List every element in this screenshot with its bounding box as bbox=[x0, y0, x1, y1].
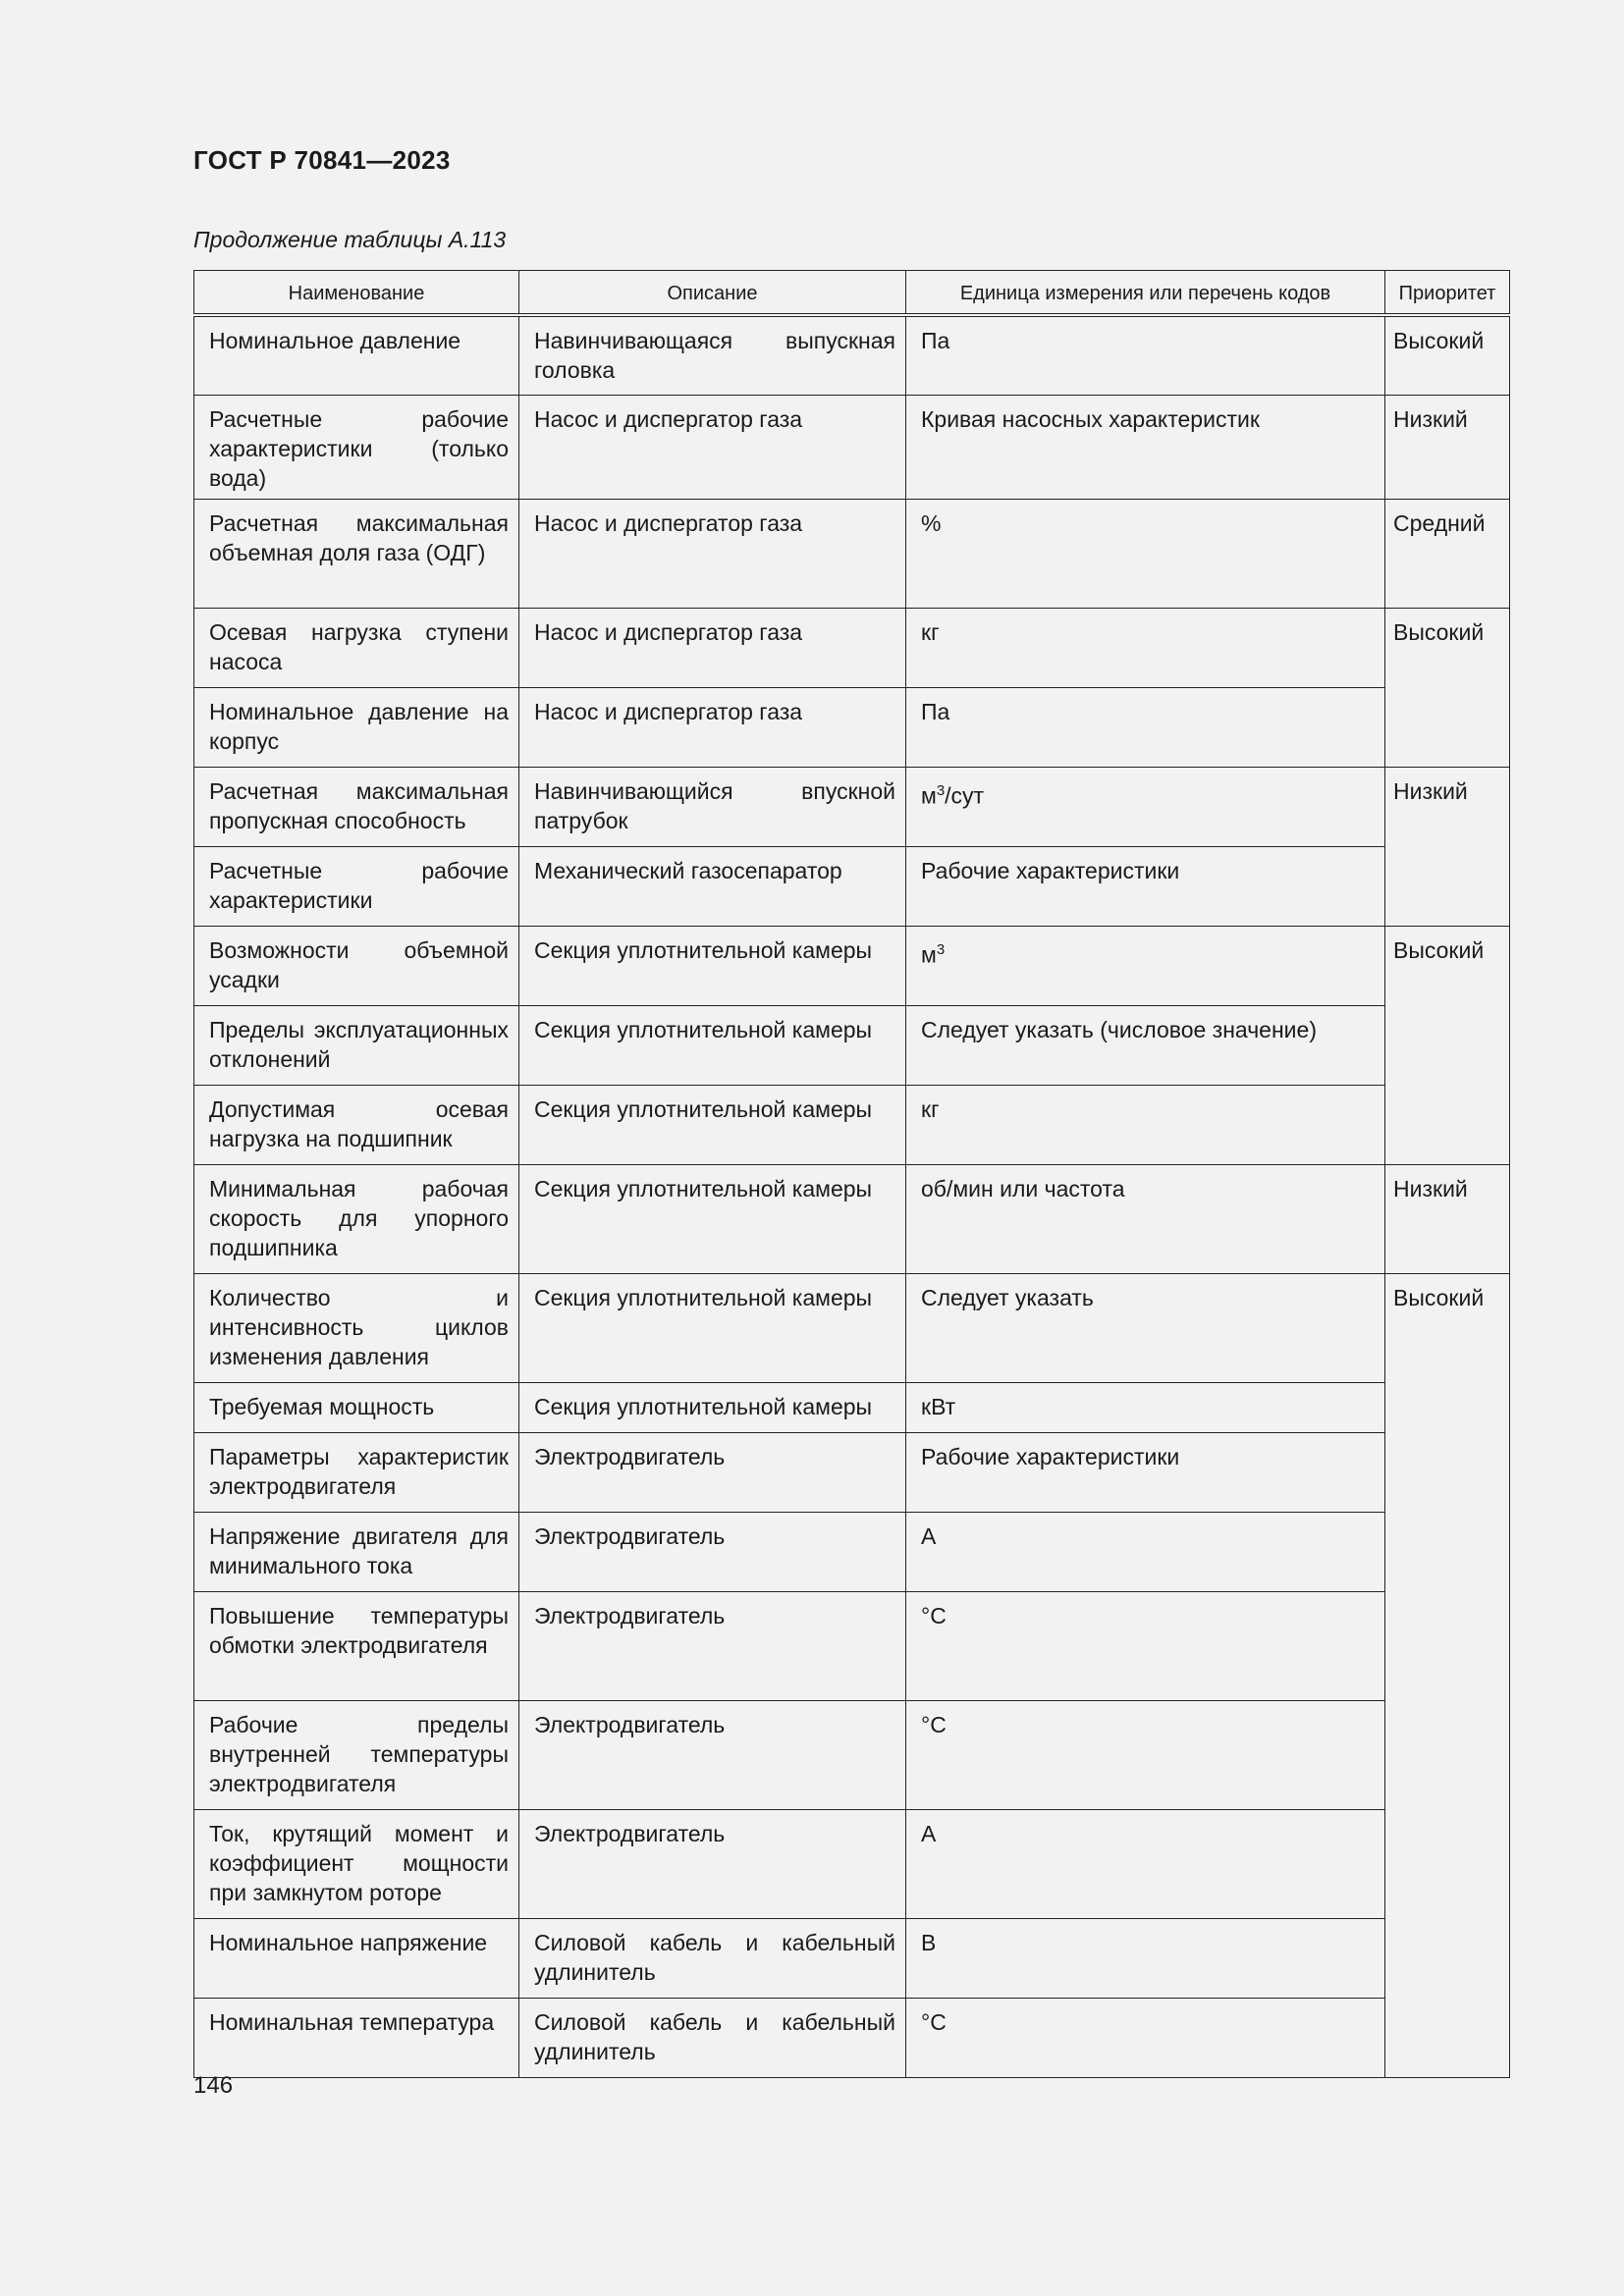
cell-unit: об/мин или частота bbox=[906, 1164, 1385, 1273]
cell-unit: кВт bbox=[906, 1382, 1385, 1432]
table-row bbox=[194, 395, 1510, 499]
table-row bbox=[194, 1998, 1510, 2077]
document-code: ГОСТ Р 70841—2023 bbox=[193, 145, 451, 175]
header-description: Описание bbox=[519, 271, 906, 316]
cell-unit: В bbox=[906, 1918, 1385, 1998]
cell-description: Насос и диспергатор газа bbox=[519, 499, 906, 608]
cell-description: Электродвигатель bbox=[519, 1591, 906, 1700]
cell-description: Секция уплотнительной камеры bbox=[519, 1273, 906, 1382]
table-row bbox=[194, 1700, 1510, 1809]
cell-priority: Низкий bbox=[1385, 395, 1510, 499]
cell-description: Навинчивающийся впускной патрубок bbox=[519, 767, 906, 846]
cell-description: Силовой кабель и кабельный удлинитель bbox=[519, 1918, 906, 1998]
cell-unit: А bbox=[906, 1809, 1385, 1918]
table-row bbox=[194, 1273, 1510, 1382]
table-row bbox=[194, 926, 1510, 1005]
cell-name: Расчетные рабочие характеристики bbox=[194, 846, 519, 926]
cell-name: Номинальная температура bbox=[194, 1998, 519, 2077]
table-row bbox=[194, 1512, 1510, 1591]
cell-unit: °С bbox=[906, 1998, 1385, 2077]
cell-unit: Рабочие характеристики bbox=[906, 1432, 1385, 1512]
header-name: Наименование bbox=[194, 271, 519, 316]
cell-description: Электродвигатель bbox=[519, 1512, 906, 1591]
cell-name: Рабочие пределы внутренней температуры электродвигателя bbox=[194, 1700, 519, 1809]
cell-name: Расчетная максимальная объемная доля газа (ОДГ) bbox=[194, 499, 519, 608]
cell-name: Расчетная максимальная пропускная способность bbox=[194, 767, 519, 846]
cell-unit: Следует указать (числовое значение) bbox=[906, 1005, 1385, 1085]
table-row bbox=[194, 1432, 1510, 1512]
unit-superscript: 3 bbox=[936, 940, 946, 958]
cell-description: Секция уплотнительной камеры bbox=[519, 1085, 906, 1164]
table-row bbox=[194, 1918, 1510, 1998]
cell-name: Требуемая мощность bbox=[194, 1382, 519, 1432]
cell-name: Напряжение двигателя для минимального тока bbox=[194, 1512, 519, 1591]
cell-description: Насос и диспергатор газа bbox=[519, 395, 906, 499]
cell-description: Насос и диспергатор газа bbox=[519, 687, 906, 767]
cell-priority: Высокий bbox=[1385, 315, 1510, 395]
cell-priority: Низкий bbox=[1385, 1164, 1510, 1273]
cell-unit: °С bbox=[906, 1591, 1385, 1700]
table-caption: Продолжение таблицы А.113 bbox=[193, 227, 507, 252]
cell-name: Номинальное давление bbox=[194, 315, 519, 395]
table-header-row bbox=[194, 271, 1510, 316]
cell-name: Параметры характеристик электродвигателя bbox=[194, 1432, 519, 1512]
cell-name: Расчетные рабочие характеристики (только вода) bbox=[194, 395, 519, 499]
cell-unit: А bbox=[906, 1512, 1385, 1591]
cell-name: Номинальное напряжение bbox=[194, 1918, 519, 1998]
cell-description: Электродвигатель bbox=[519, 1432, 906, 1512]
cell-unit bbox=[906, 926, 1385, 1005]
table-row bbox=[194, 1005, 1510, 1085]
cell-name: Допустимая осевая нагрузка на подшипник bbox=[194, 1085, 519, 1164]
cell-priority: Высокий bbox=[1385, 1273, 1510, 2077]
table-row bbox=[194, 1591, 1510, 1700]
table-row bbox=[194, 846, 1510, 926]
cell-name: Количество и интенсивность циклов изменения давления bbox=[194, 1273, 519, 1382]
table-row bbox=[194, 608, 1510, 687]
table-row bbox=[194, 767, 1510, 846]
table-row bbox=[194, 1085, 1510, 1164]
table-row bbox=[194, 499, 1510, 608]
cell-description: Насос и диспергатор газа bbox=[519, 608, 906, 687]
cell-description: Секция уплотнительной камеры bbox=[519, 926, 906, 1005]
specification-table bbox=[193, 270, 1510, 2078]
unit-superscript: 3 bbox=[936, 781, 946, 799]
cell-description: Навинчивающаяся выпускная головка bbox=[519, 315, 906, 395]
header-priority: Приоритет bbox=[1385, 271, 1510, 316]
unit-base: м bbox=[921, 941, 937, 968]
cell-unit: °С bbox=[906, 1700, 1385, 1809]
cell-description: Секция уплотнительной камеры bbox=[519, 1164, 906, 1273]
cell-name: Ток, крутящий момент и коэффициент мощности при замкнутом роторе bbox=[194, 1809, 519, 1918]
cell-priority: Высокий bbox=[1385, 608, 1510, 767]
cell-unit bbox=[906, 767, 1385, 846]
cell-name: Возможности объемной усадки bbox=[194, 926, 519, 1005]
cell-priority: Высокий bbox=[1385, 926, 1510, 1164]
table-row bbox=[194, 1164, 1510, 1273]
cell-description: Механический газосепаратор bbox=[519, 846, 906, 926]
table-row bbox=[194, 1809, 1510, 1918]
cell-unit: Рабочие характеристики bbox=[906, 846, 1385, 926]
cell-description: Электродвигатель bbox=[519, 1809, 906, 1918]
cell-unit: Кривая насосных характеристик bbox=[906, 395, 1385, 499]
cell-description: Секция уплотнительной камеры bbox=[519, 1382, 906, 1432]
cell-unit: кг bbox=[906, 1085, 1385, 1164]
cell-name: Пределы эксплуатационных отклонений bbox=[194, 1005, 519, 1085]
cell-description: Электродвигатель bbox=[519, 1700, 906, 1809]
table-row bbox=[194, 1382, 1510, 1432]
cell-name: Минимальная рабочая скорость для упорного подшипника bbox=[194, 1164, 519, 1273]
cell-name: Номинальное давление на корпус bbox=[194, 687, 519, 767]
unit-base: м bbox=[921, 782, 937, 809]
cell-unit: Следует указать bbox=[906, 1273, 1385, 1382]
cell-description: Секция уплотнительной камеры bbox=[519, 1005, 906, 1085]
cell-unit: Па bbox=[906, 687, 1385, 767]
cell-unit: Па bbox=[906, 315, 1385, 395]
unit-tail: /сут bbox=[945, 782, 985, 809]
table-row bbox=[194, 687, 1510, 767]
cell-unit: кг bbox=[906, 608, 1385, 687]
header-unit: Единица измерения или перечень кодов bbox=[906, 271, 1385, 316]
cell-priority: Низкий bbox=[1385, 767, 1510, 926]
table-row bbox=[194, 315, 1510, 395]
cell-priority: Средний bbox=[1385, 499, 1510, 608]
cell-name: Повышение температуры обмотки электродвигателя bbox=[194, 1591, 519, 1700]
page-number: 146 bbox=[193, 2072, 234, 2099]
cell-name: Осевая нагрузка ступени насоса bbox=[194, 608, 519, 687]
cell-description: Силовой кабель и кабельный удлинитель bbox=[519, 1998, 906, 2077]
cell-unit: % bbox=[906, 499, 1385, 608]
